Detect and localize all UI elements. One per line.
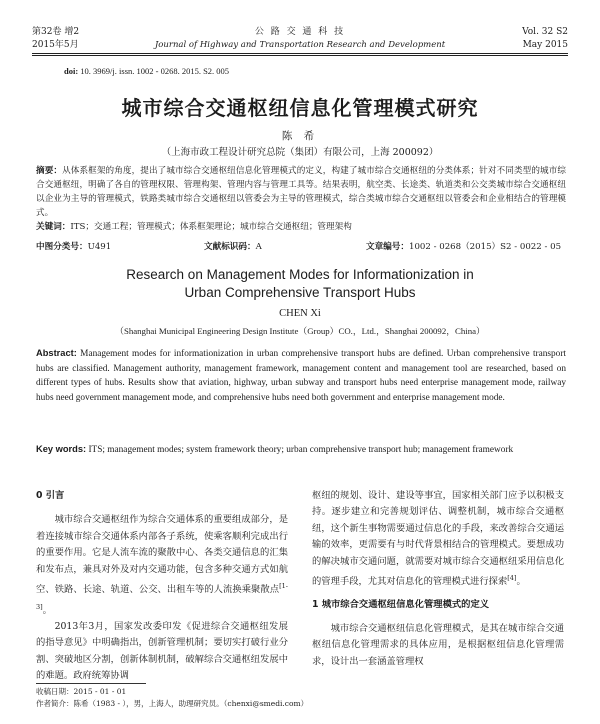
footnote-author: 作者简介：陈希（1983 - ），男，上海人，助理研究员。（chenxi@smedi.com） [36, 699, 309, 708]
volume-cn: 第32卷 增2 [32, 27, 80, 37]
classification-line [36, 240, 566, 254]
title-en [0, 266, 600, 302]
abstract-en-label: Abstract: [36, 348, 77, 358]
keywords-en [36, 442, 566, 458]
title-en-line2: Urban Comprehensive Transport Hubs [184, 285, 416, 300]
body-column-left [36, 488, 288, 685]
header-rule-bottom [32, 55, 568, 56]
body-text: 城市综合交通枢纽作为综合交通体系的重要组成部分，是着连接城市综合交通体系内部各子系统，使乘客顺利完成出行的重要作用。它是人流车流的聚散中心、各类交通信息的汇集和发布点，兼具对外及对内交通功能，包含多种交通方式如航空、铁路、长途、轨道、公交、出租车等的人流换乘聚散点 [36, 514, 288, 596]
article-no-label: 文章编号： [366, 242, 409, 252]
body-text: 。 [42, 604, 52, 616]
volume-en: Vol. 32 S2 [522, 27, 568, 37]
doi-line [64, 66, 229, 76]
keywords-cn-text: ITS；交通工程；管理模式；体系框架理论；城市综合交通枢纽；管理架构 [70, 222, 352, 232]
body-text: 。 [516, 576, 526, 588]
footnote [36, 686, 566, 710]
author-cn: 陈 希 [281, 130, 319, 142]
title-cn: 城市综合交通枢纽信息化管理模式研究 [121, 96, 479, 120]
abstract-cn-label: 摘要： [36, 166, 63, 176]
date-cn: 2015年5月 [32, 40, 79, 50]
author-en: CHEN Xi [279, 308, 321, 319]
body-paragraph: 2013年3月，国家发改委印发《促进综合交通枢纽发展的指导意见》中明确指出，创新管理机制；要切实打破行业分割、突破地区分割，创新体制机制，破解综合交通枢纽发展中的难题。政府统筹协调 [36, 621, 288, 682]
title-en-line1: Research on Management Modes for Informationization in [126, 267, 474, 282]
footnote-rule [36, 683, 146, 684]
body-paragraph [312, 488, 564, 591]
date-en: May 2015 [522, 40, 568, 50]
abstract-en-text: Management modes for informationization in urban comprehensive transport hubs are defined. Urban comprehensive transport hubs are classified. Management authority, management framework, management content and management tool are researched, based on different types of hubs. Results show that aviation, highway, urban subway and transport hubs need enterprise management mode, railway hubs need government management mode, and comprehensive hubs need both government and enterprise management mode. [36, 349, 566, 403]
keywords-en-text: ITS; management modes; system framework theory; urban comprehensive transport hub; management framework [88, 445, 514, 455]
article-no-value: 1002 - 0268（2015）S2 - 0022 - 05 [408, 242, 562, 252]
keywords-en-label: Key words: [36, 444, 87, 454]
body-text: 枢纽的规划、设计、建设等事宜，国家相关部门应予以积极支持。逐步建立和完善规划评估、调整机制，城市综合交通枢纽，这个新生事物需要通过信息化的手段，来改善综合交通运输的效率，更需要有与时代背景相结合的管理模式。要想成功的解决城市交通问题，就需要对城市综合交通枢纽采用信息化的管理手段，尤其对信息化的管理模式进行探索 [312, 490, 564, 588]
clc-value: U491 [87, 242, 112, 252]
journal-en: Journal of Highway and Transportation Research and Development [154, 40, 446, 50]
affiliation-en: （Shanghai Municipal Engineering Design Institute（Group）CO.，Ltd.，Shanghai 200092，China） [115, 326, 485, 336]
abstract-en [36, 346, 566, 405]
header-center [32, 26, 568, 52]
doc-code-label: 文献标识码： [204, 242, 256, 252]
affiliation-cn: （上海市政工程设计研究总院（集团）有限公司，上海 200092） [161, 147, 439, 158]
body-paragraph: 城市综合交通枢纽信息化管理模式，是其在城市综合交通枢纽信息化管理需求的具体应用，是根据枢纽信息化管理需求，设计出一套涵盖管理权 [312, 622, 564, 667]
journal-cn: 公 路 交 通 科 技 [254, 27, 346, 37]
footnote-received: 收稿日期：2015 - 01 - 01 [36, 687, 127, 696]
citation-ref: [4] [507, 574, 517, 583]
abstract-cn [36, 164, 566, 234]
doi-value: 10. 3969/j. issn. 1002 - 0268. 2015. S2. 005 [80, 66, 230, 76]
citation-ref: [1-3] [36, 582, 288, 611]
header-right [522, 26, 568, 52]
section-1-heading: 1 城市综合交通枢纽信息化管理模式的定义 [312, 598, 490, 610]
section-0-heading: 0 引言 [36, 490, 65, 501]
clc-label: 中图分类号： [36, 242, 88, 252]
body-column-right [312, 488, 564, 670]
running-header [32, 26, 568, 54]
doi-label: doi: [64, 66, 79, 76]
body-paragraph [36, 512, 288, 619]
header-rule-top [32, 53, 568, 54]
keywords-cn-label: 关键词： [36, 222, 71, 232]
abstract-cn-text: 从体系框架的角度，提出了城市综合交通枢纽信息化管理模式的定义，构建了城市综合交通枢纽的分类体系；针对不同类型的城市综合交通枢纽，明确了各自的管理权限、管理构架、管理内容与管理工具等。结果表明，航空类、长途类、轨道类和公交类城市综合交通枢纽以企业为主导的管理模式，铁路类城市综合交通枢纽以管委会为主导的管理模式，综合类城市综合交通枢纽以管委会和企业相结合的管理模式。 [36, 166, 566, 218]
doc-code-value: A [255, 242, 262, 252]
